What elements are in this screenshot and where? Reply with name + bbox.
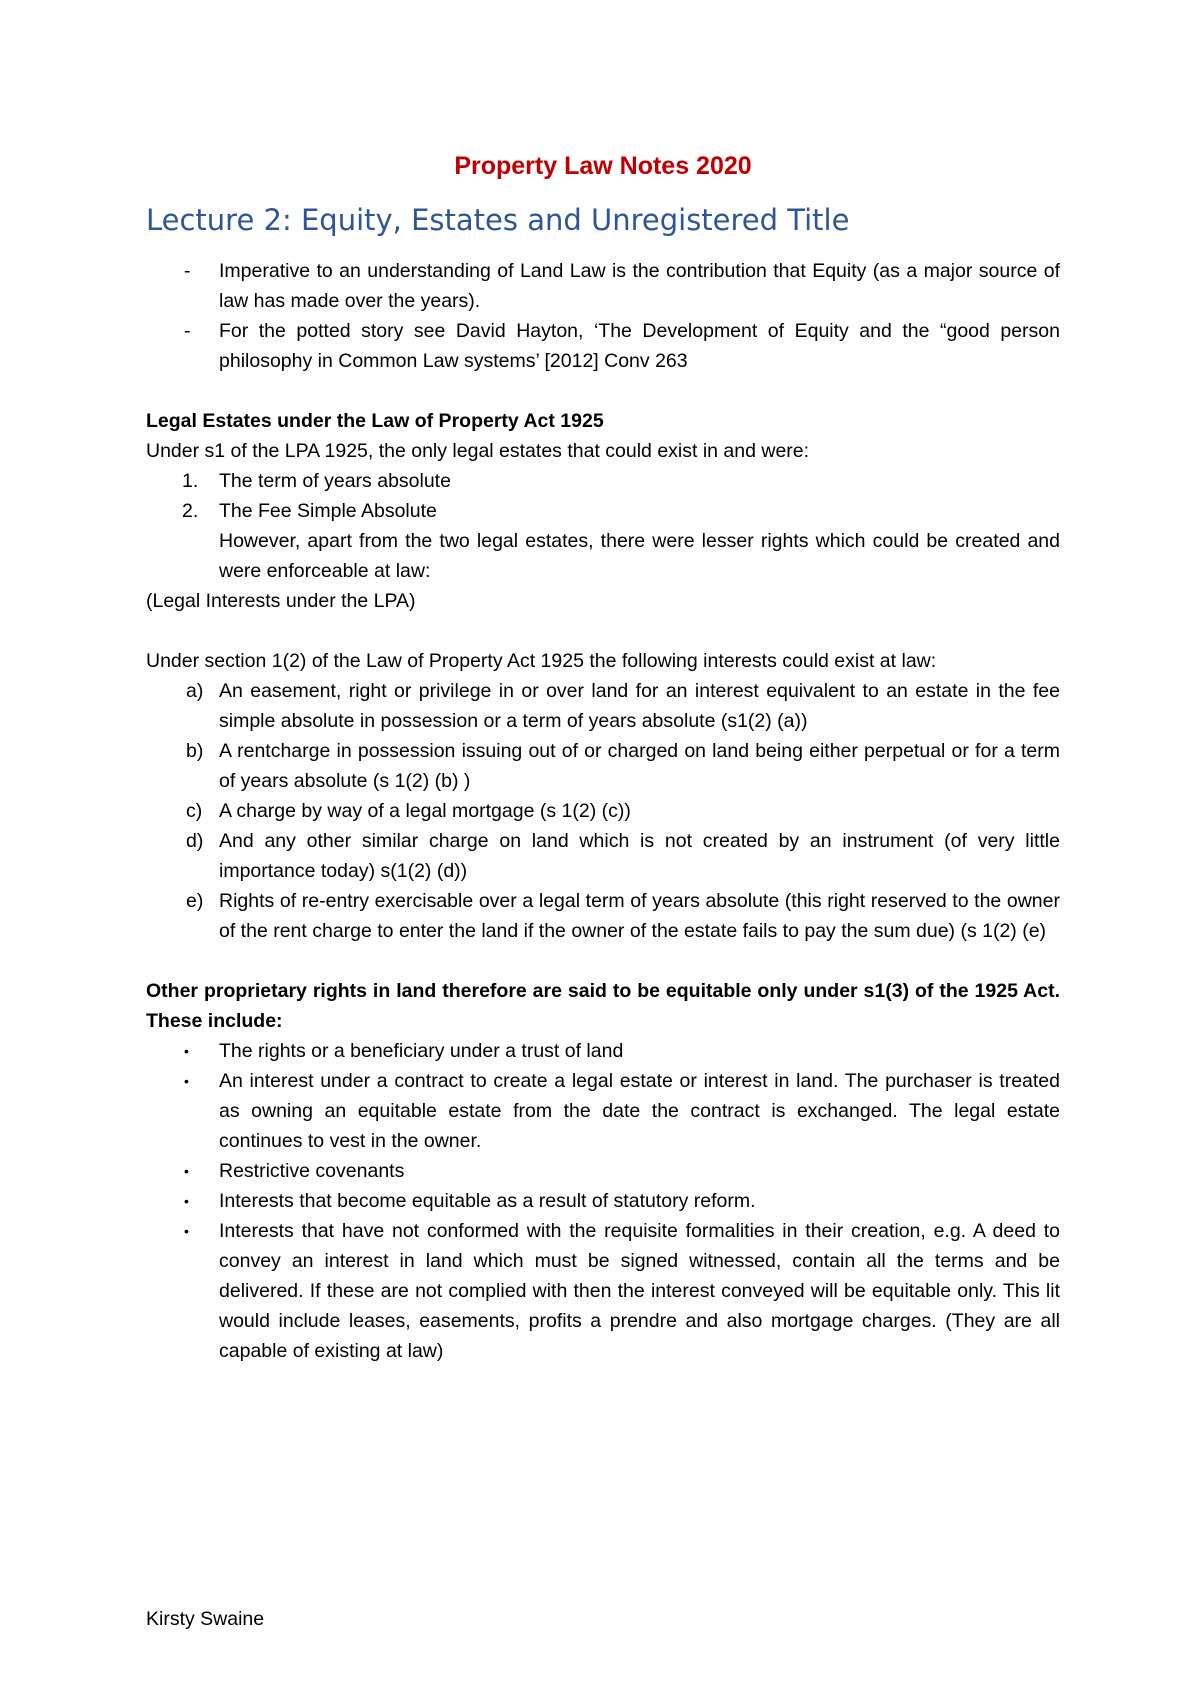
list-item-text: An interest under a contract to create a legal estate or interest in land. The purchaser is treated as owning an equitable estate from the date the contract is exchanged. The legal estate continues to vest in the owner. [219, 1070, 1060, 1152]
bullet-icon: • [184, 1043, 189, 1059]
list-item [146, 1156, 1060, 1186]
letter-marker: d) [186, 830, 204, 852]
list-item [146, 676, 1060, 736]
bullet-icon: • [184, 1193, 189, 1209]
however-paragraph: However, apart from the two legal estates, there were lesser rights which could be created and were enforceable at law: [219, 530, 1060, 582]
list-item [146, 1186, 1060, 1216]
list-item-text: Interests that have not conformed with the requisite formalities in their creation, e.g. A deed to convey an interest in land which must be signed witnessed, contain all the terms and be delivered. If these are not complied with then the interest conveyed will be equitable only. This lit would include leases, easements, profits a prendre and also mortgage charges. (They are all capable of existing at law) [219, 1220, 1060, 1362]
legal-interests-label: (Legal Interests under the LPA) [146, 590, 416, 612]
list-item-text: The Fee Simple Absolute [219, 500, 437, 522]
list-item-text: Interests that become equitable as a result of statutory reform. [219, 1190, 756, 1212]
list-item [146, 316, 1060, 376]
dash-marker: - [184, 320, 191, 342]
dash-marker: - [184, 260, 191, 282]
legal-estates-list [146, 466, 1060, 526]
list-item-text: The term of years absolute [219, 470, 451, 492]
bullet-icon: • [184, 1163, 189, 1179]
footer-author: Kirsty Swaine [146, 1608, 265, 1630]
legal-estates-heading: Legal Estates under the Law of Property Act 1925 [146, 410, 604, 432]
bullet-icon: • [184, 1073, 189, 1089]
section-1-2-list [146, 676, 1060, 946]
list-item-text: A charge by way of a legal mortgage (s 1(2) (c)) [219, 800, 631, 822]
list-item-text: And any other similar charge on land which is not created by an instrument (of very little importance today) s(1(2) (d)) [219, 830, 1060, 882]
list-item [146, 1066, 1060, 1156]
lecture-heading: Lecture 2: Equity, Estates and Unregistered Title [146, 203, 850, 237]
list-item [146, 466, 1060, 496]
bullet-icon: • [184, 1223, 189, 1239]
list-item [146, 736, 1060, 796]
intro-item-text: For the potted story see David Hayton, ‘The Development of Equity and the “good person philosophy in Common Law systems’ [2012] Conv 263 [219, 320, 1060, 372]
list-item [146, 496, 1060, 526]
letter-marker: e) [186, 890, 204, 912]
list-item-text: The rights or a beneficiary under a trust of land [219, 1040, 624, 1062]
document-title: Property Law Notes 2020 [454, 152, 752, 180]
letter-marker: a) [186, 680, 204, 702]
list-item [146, 826, 1060, 886]
list-item [146, 256, 1060, 316]
document-body [146, 148, 1060, 1366]
equitable-heading: Other proprietary rights in land therefore are said to be equitable only under s1(3) of the 1925 Act. These include: [146, 980, 1060, 1032]
list-item-text: Restrictive covenants [219, 1160, 405, 1182]
list-item-text: An easement, right or privilege in or over land for an interest equivalent to an estate in the fee simple absolute in possession or a term of years absolute (s1(2) (a)) [219, 680, 1060, 732]
intro-item-text: Imperative to an understanding of Land Law is the contribution that Equity (as a major source of law has made over the years). [219, 260, 1060, 312]
list-item-text: A rentcharge in possession issuing out of or charged on land being either perpetual or for a term of years absolute (s 1(2) (b) ) [219, 740, 1060, 792]
section-1-2-intro: Under section 1(2) of the Law of Property Act 1925 the following interests could exist at law: [146, 650, 937, 672]
equitable-list [146, 1036, 1060, 1366]
intro-list [146, 256, 1060, 376]
list-item [146, 796, 1060, 826]
number-marker: 2. [182, 500, 199, 522]
list-item [146, 886, 1060, 946]
letter-marker: c) [186, 800, 203, 822]
list-item-text: Rights of re-entry exercisable over a legal term of years absolute (this right reserved to the owner of the rent charge to enter the land if the owner of the estate fails to pay the sum due) (s 1(2) (e) [219, 890, 1060, 942]
list-item [146, 1036, 1060, 1066]
number-marker: 1. [182, 470, 199, 492]
legal-estates-intro: Under s1 of the LPA 1925, the only legal estates that could exist in and were: [146, 440, 810, 462]
letter-marker: b) [186, 740, 204, 762]
list-item [146, 1216, 1060, 1366]
